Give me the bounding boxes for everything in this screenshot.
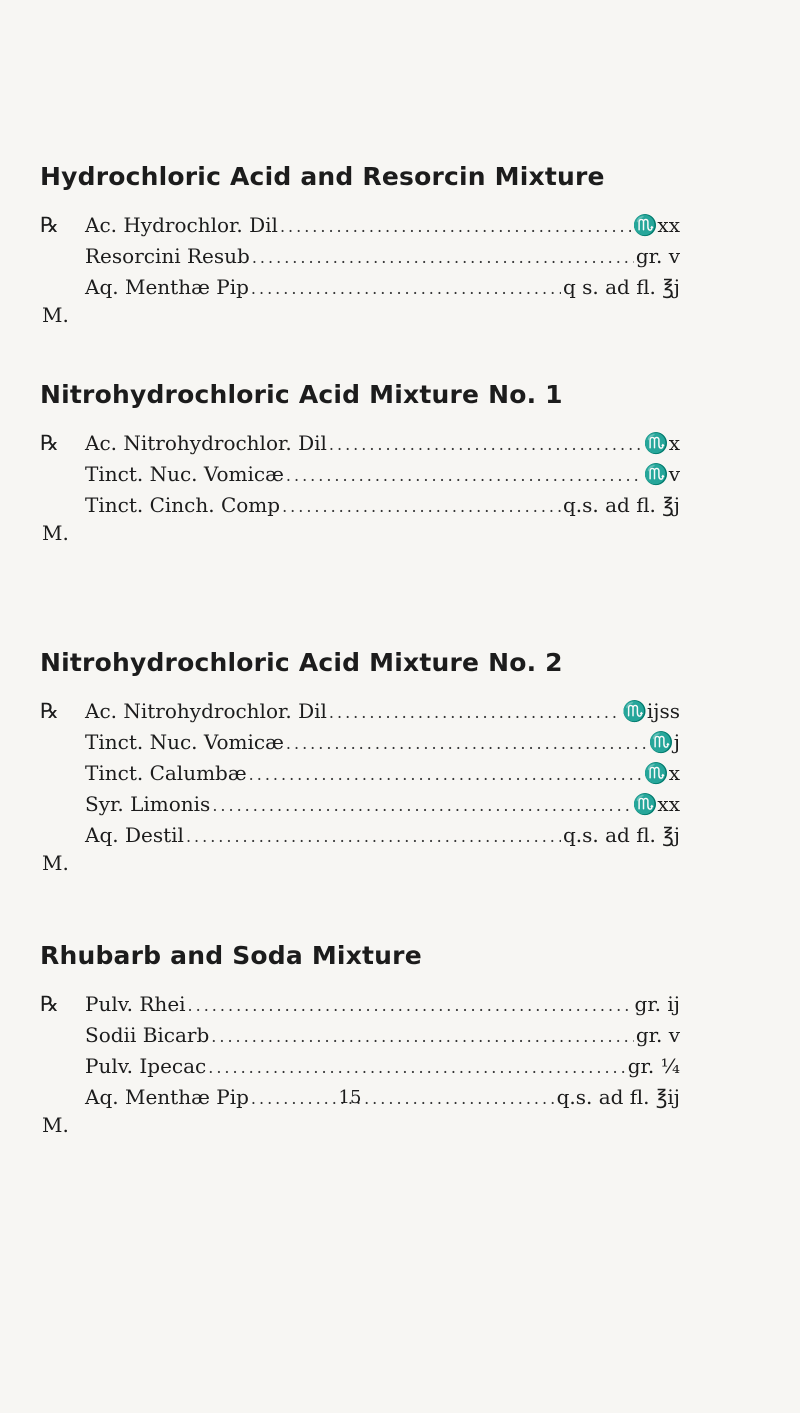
dot-leader (251, 273, 561, 304)
ingredient-name: Tinct. Nuc. Vomicæ (85, 730, 284, 754)
dot-leader (282, 491, 561, 522)
ingredient-quantity: q.s. ad fl. ℥ij (556, 1085, 680, 1109)
ingredient-name: Pulv. Ipecac (85, 1054, 207, 1078)
ingredient-quantity: ♏v (643, 462, 680, 486)
rx-icon: ℞ (40, 213, 59, 237)
dot-leader (211, 1021, 634, 1052)
ingredient-line (40, 210, 680, 241)
recipe-section (40, 646, 680, 875)
ingredient-quantity: q s. ad fl. ℥j (562, 275, 680, 299)
ingredient-line (40, 1020, 680, 1051)
ingredient-name: Resorcini Resub (85, 244, 250, 268)
ingredient-quantity: ♏x (643, 761, 680, 785)
ingredient-name: Tinct. Calumbæ (85, 761, 247, 785)
dot-leader (286, 460, 642, 491)
dot-leader (280, 211, 631, 242)
ingredient-line (40, 727, 680, 758)
ingredient-quantity: ♏xx (632, 213, 680, 237)
ingredient-quantity: ♏xx (632, 792, 680, 816)
dot-leader (249, 759, 642, 790)
ingredient-quantity: q.s. ad fl. ℥j (562, 823, 680, 847)
dot-leader (252, 242, 634, 273)
ingredient-line (40, 758, 680, 789)
ingredient-name: Ac. Nitrohydrochlor. Dil (85, 431, 327, 455)
dot-leader (286, 728, 647, 759)
recipe-section (40, 378, 680, 545)
ingredient-name: Tinct. Nuc. Vomicæ (85, 462, 284, 486)
ingredient-name: Sodii Bicarb (85, 1023, 210, 1047)
ingredient-quantity: ♏x (643, 431, 680, 455)
ingredient-line (40, 696, 680, 727)
section-title: Nitrohydrochloric Acid Mixture No. 1 (40, 380, 563, 409)
ingredient-quantity: gr. ij (634, 992, 680, 1016)
ingredient-line (40, 428, 680, 459)
ingredient-name: Aq. Menthæ Pip (85, 1085, 249, 1109)
ingredient-line (40, 989, 680, 1020)
section-title: Rhubarb and Soda Mixture (40, 941, 422, 970)
ingredient-line (40, 1051, 680, 1082)
ingredient-quantity: gr. v (635, 244, 680, 268)
ingredient-name: Pulv. Rhei (85, 992, 186, 1016)
misce-label: M. (42, 521, 69, 545)
section-title: Hydrochloric Acid and Resorcin Mixture (40, 162, 605, 191)
ingredient-line (40, 490, 680, 521)
misce-label: M. (42, 1113, 69, 1137)
ingredient-quantity: gr. v (635, 1023, 680, 1047)
recipe-section (40, 160, 680, 327)
page-number: 15 (338, 1087, 362, 1108)
ingredient-name: Syr. Limonis (85, 792, 211, 816)
ingredient-quantity: q.s. ad fl. ℥j (562, 493, 680, 517)
dot-leader (188, 990, 633, 1021)
rx-icon: ℞ (40, 992, 59, 1016)
ingredient-quantity: ♏ijss (621, 699, 680, 723)
ingredient-line (40, 789, 680, 820)
section-title: Nitrohydrochloric Acid Mixture No. 2 (40, 648, 563, 677)
ingredient-name: Aq. Destil (85, 823, 184, 847)
misce-label: M. (42, 303, 69, 327)
ingredient-name: Aq. Menthæ Pip (85, 275, 249, 299)
ingredient-line (40, 241, 680, 272)
ingredient-quantity: ♏j (648, 730, 680, 754)
ingredient-line (40, 459, 680, 490)
ingredient-line (40, 820, 680, 851)
ingredient-name: Ac. Hydrochlor. Dil (85, 213, 278, 237)
ingredient-quantity: gr. ¼ (627, 1054, 680, 1078)
dot-leader (212, 790, 630, 821)
dot-leader (329, 429, 642, 460)
ingredient-name: Tinct. Cinch. Comp (85, 493, 281, 517)
dot-leader (208, 1052, 625, 1083)
dot-leader (329, 697, 620, 728)
rx-icon: ℞ (40, 431, 59, 455)
ingredient-line (40, 272, 680, 303)
dot-leader (186, 821, 561, 852)
rx-icon: ℞ (40, 699, 59, 723)
ingredient-name: Ac. Nitrohydrochlor. Dil (85, 699, 327, 723)
misce-label: M. (42, 851, 69, 875)
